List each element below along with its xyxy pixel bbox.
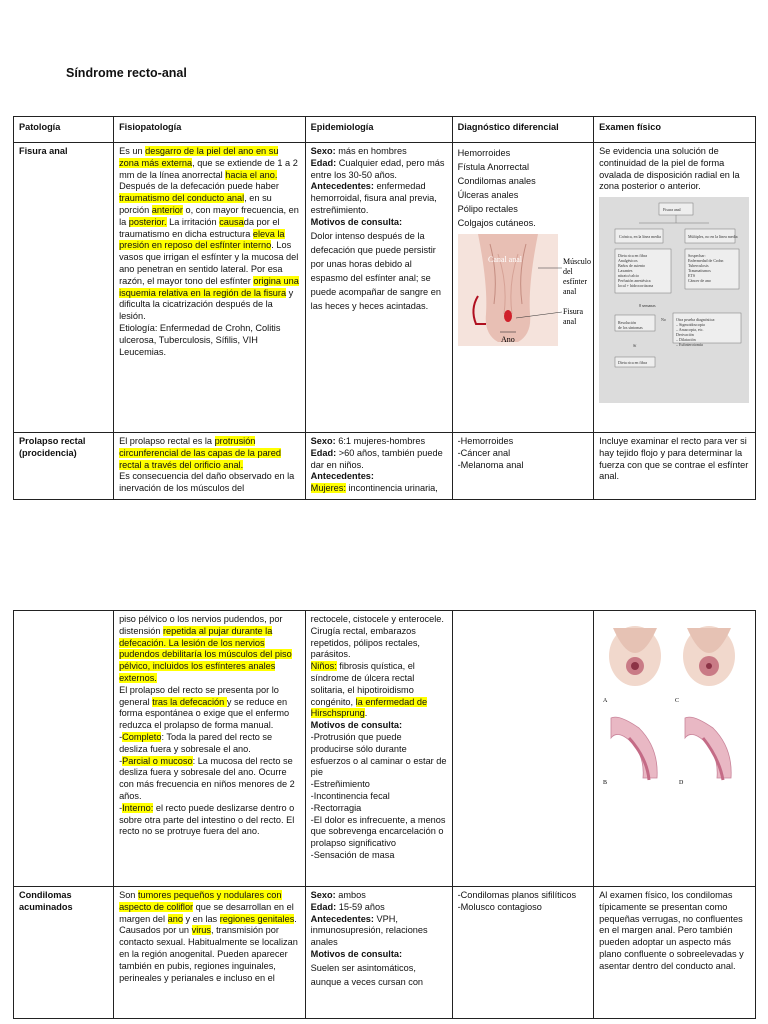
svg-text:Ano: Ano (500, 335, 515, 344)
table-row-condilomas (14, 887, 756, 1019)
anal-fissure-illustration (458, 234, 594, 346)
dx-condilomas (452, 887, 594, 1019)
epi-prolapso-cont: rectocele, cistocele y enterocele. Cirugía rectal, embarazos repetidos, pólipos rectales, parásitos. Niños: fibrosis quística, el síndrome de úlcera rectal solitaria, el hipotiroidismo congénito, la enfermedad de Hirschsprung. Motivos de consulta: -Protrusión que puede producirse sólo durante esfuerzos o al caminar o estar de pie -Estreñimiento -Incontinencia fecal -Rectorragia -El dolor es infrecuente, a menos que sobrevenga encarcelación o prolapso significativo -Sensación de masa (305, 611, 452, 887)
epi-condilomas: Sexo: ambos Edad: 15-59 años Antecedentes: VPH, inmunosupresión, relaciones anales Motivos de consulta: Suelen ser asintomáticos, aunque a veces cursan con (305, 887, 452, 1019)
header-examen: Examen físico (594, 117, 756, 143)
list-item: Colgajos cutáneos. (457, 218, 536, 228)
table-header-row (14, 117, 756, 143)
svg-text:Crónica, en la línea media: Crónica, en la línea media (619, 234, 662, 240)
list-item: -El dolor es infrecuente, a menos que sobrevenga encarcelación o prolapso significativo (310, 814, 446, 849)
epi-fisura: Sexo: más en hombres Edad: Cualquier edad, pero más entre los 30-50 años. Antecedentes: enfermedad hemorroidal, fisura anal previa, estreñimiento. Motivos de consulta: Dolor intenso después de la defecación que puede persistir por unas horas debido al espasmo del esfínter anal; se puede acompañar de sangre en las heces y heces acintadas. (305, 143, 452, 433)
list-item: -Rectorragia (310, 802, 362, 813)
header-diagnostico: Diagnóstico diferencial (452, 117, 594, 143)
exam-fisura: Se evidencia una solución de continuidad de la piel de forma ovalada de disposición radial en la zona posterior o anterior. Fisura anal Crónica, en la línea media Múltiples, no en la línea media Dieta rica en fibra Analgésicos Baños de asiento Laxantes nitrato/calcio Perfusión anestésica local + hidrocortisona Sospechar: Enfermedad de Crohn Tuberculosis Traumatismos ETS Cáncer de ano 8 semanas Resolución de los síntomas No Otra prueba diagnóstica: – Sigmoidoscopia – Anuscopia, etc. Derivación – Dilatación – Esfinterotomía Sí Dieta rica en fibra (594, 143, 756, 433)
svg-text:B: B (603, 780, 608, 786)
list-item: -Cáncer anal (457, 447, 511, 458)
patologia-condilomas: Condilomas acuminados (14, 887, 114, 1019)
exam-prolapso-images (594, 611, 756, 887)
exam-prolapso: Incluye examinar el recto para ver si hay tejido flojo y para determinar la fuerza con que se contrae el esfínter anal. (594, 433, 756, 500)
svg-text:Dieta rica en fibraAnalgésicos: Dieta rica en fibra Analgésicos Baños de asiento Laxantes nitrato/calcio Perfusión anestésica local + hidrocortisona (618, 253, 654, 289)
list-item: -Protrusión que puede producirse sólo durante esfuerzos o al caminar o estar de pie (310, 731, 447, 778)
svg-text:8 semanas: 8 semanas (639, 303, 656, 309)
svg-text:D: D (679, 780, 684, 786)
svg-text:Resoluciónde los síntomas: Resolución de los síntomas (618, 320, 643, 331)
svg-text:Fisura: Fisura (562, 307, 583, 316)
list-item: Condilomas anales (457, 176, 536, 186)
svg-text:C: C (675, 698, 680, 704)
rectal-prolapse-illustrations (599, 618, 749, 788)
patologia-fisura: Fisura anal (14, 143, 114, 433)
svg-text:Sospechar:Enfermedad de CrohnT: Sospechar: Enfermedad de Crohn Tuberculosis Traumatismos ETS Cáncer de ano (688, 253, 724, 284)
list-item: -Molusco contagioso (457, 901, 542, 912)
svg-text:Múltiples, no en la línea medi: Múltiples, no en la línea media (688, 234, 738, 240)
label-canal-anal: Canal anal (487, 255, 522, 264)
svg-text:anal: anal (562, 287, 576, 296)
svg-text:Dieta rica en fibra: Dieta rica en fibra (618, 360, 648, 366)
header-fisiopatologia: Fisiopatología (114, 117, 306, 143)
svg-text:Músculo: Músculo (562, 257, 591, 266)
table-page-2 (13, 610, 756, 1019)
list-item: -Estreñimiento (310, 779, 370, 790)
fisura-flowchart (599, 197, 749, 403)
svg-text:A: A (603, 698, 608, 704)
patologia-empty (14, 611, 114, 887)
list-item: -Incontinencia fecal (310, 790, 390, 801)
fisio-paragraph: Es un desgarro de la piel del ano en su zona más externa, que se extiende de 1 a 2 mm de la línea anorrectal hacia el ano. (119, 146, 298, 180)
table-row-fisura (14, 143, 756, 433)
list-item: Úlceras anales (457, 190, 519, 200)
list-item: Fístula Anorrectal (457, 162, 530, 172)
fisio-prolapso-cont: piso pélvico o los nervios pudendos, por distensión repetida al pujar durante la defecación. La lesión de los nervios pudendos debilitaría los músculos del piso pélvico, incluidos los esfínteres anales externos. El prolapso del recto se presenta por lo general tras la defecación y se reduce en forma espontánea o exige que el enfermo reduzca el prolapso de forma manual. -Completo: Toda la pared del recto se desliza fuera y sobresale el ano. -Parcial o mucoso: La mucosa del recto se desliza fuera y sobresale del ano. Ocurre con más frecuencia en niños menores de 2 años. -Interno: el recto puede deslizarse dentro o sobre otra parte del intestino o del recto. El recto no se protruye fuera del ano. (114, 611, 306, 887)
svg-text:Sí: Sí (633, 343, 637, 349)
dx-prolapso (452, 433, 594, 500)
list-item: -Melanoma anal (457, 459, 524, 470)
fisio-paragraph: Etiología: Enfermedad de Crohn, Colitis ulcerosa, Tuberculosis, Sífilis, VIH Leucemias. (119, 322, 281, 357)
list-item: Pólipo rectales (457, 204, 518, 214)
list-item: -Condilomas planos sifilíticos (457, 890, 577, 900)
dx-empty (452, 611, 594, 887)
fisio-condilomas: Son tumores pequeños y nodulares con aspecto de coliflor que se desarrollan en el margen del ano y en las regiones genitales. Causados por un virus, transmisión por contacto sexual. Habitualmente se localizan en la región anogenital. Pueden aparecer también en pubis, regiones inguinales, perineales y perianales e incluso en el (114, 887, 306, 1019)
svg-text:esfínter: esfínter (562, 277, 587, 286)
svg-text:Fisura anal: Fisura anal (663, 207, 681, 213)
svg-text:del: del (562, 267, 573, 276)
list-item: Hemorroides (457, 148, 511, 158)
patologia-prolapso: Prolapso rectal (procidencia) (14, 433, 114, 500)
list-item: -Sensación de masa (310, 849, 395, 860)
header-patologia: Patología (14, 117, 114, 143)
svg-text:Otra prueba diagnóstica:– Sigm: Otra prueba diagnóstica: – Sigmoidoscopia – Anuscopia, etc. Derivación – Dilatación – Esfinterotomía (676, 317, 716, 348)
header-epidemiologia: Epidemiología (305, 117, 452, 143)
table-row-prolapso-cont (14, 611, 756, 887)
list-item: -Hemorroides (457, 436, 514, 446)
fisio-fisura (114, 143, 306, 433)
fisio-prolapso: El prolapso rectal es la protrusión circunferencial de las capas de la pared rectal a través del orificio anal. Es consecuencia del daño observado en la inervación de los músculos del (114, 433, 306, 500)
table-page-1 (13, 116, 756, 500)
svg-text:anal: anal (562, 317, 576, 326)
fisio-paragraph: Después de la defecación puede haber traumatismo del conducto anal, en su porción anterior o, con mayor frecuencia, en la posterior. La irritación causada por el traumatismo en dicha estructura eleva la presión en reposo del esfínter interno. Los vasos que irrigan el esfínter y la mucosa del ano penetran en sentido lateral. Por esa razón, el mayor tono del esfínter origina una isquemia relativa en la región de la fisura y dificulta la cicatrización después de la lesión. (119, 181, 299, 322)
svg-text:No: No (661, 317, 667, 323)
dx-fisura (452, 143, 594, 433)
page-title: Síndrome recto-anal (66, 66, 187, 80)
exam-condilomas: Al examen físico, los condilomas típicamente se presentan como pequeñas verrugas, no confluentes en el margen anal. Pero también pueden adoptar un aspecto más plano confluente o sobreelevadas y asentar dentro del conducto anal. (594, 887, 756, 1019)
table-row-prolapso (14, 433, 756, 500)
epi-prolapso: Sexo: 6:1 mujeres-hombres Edad: >60 años, también puede dar en niños. Antecedentes: Mujeres: incontinencia urinaria, (305, 433, 452, 500)
